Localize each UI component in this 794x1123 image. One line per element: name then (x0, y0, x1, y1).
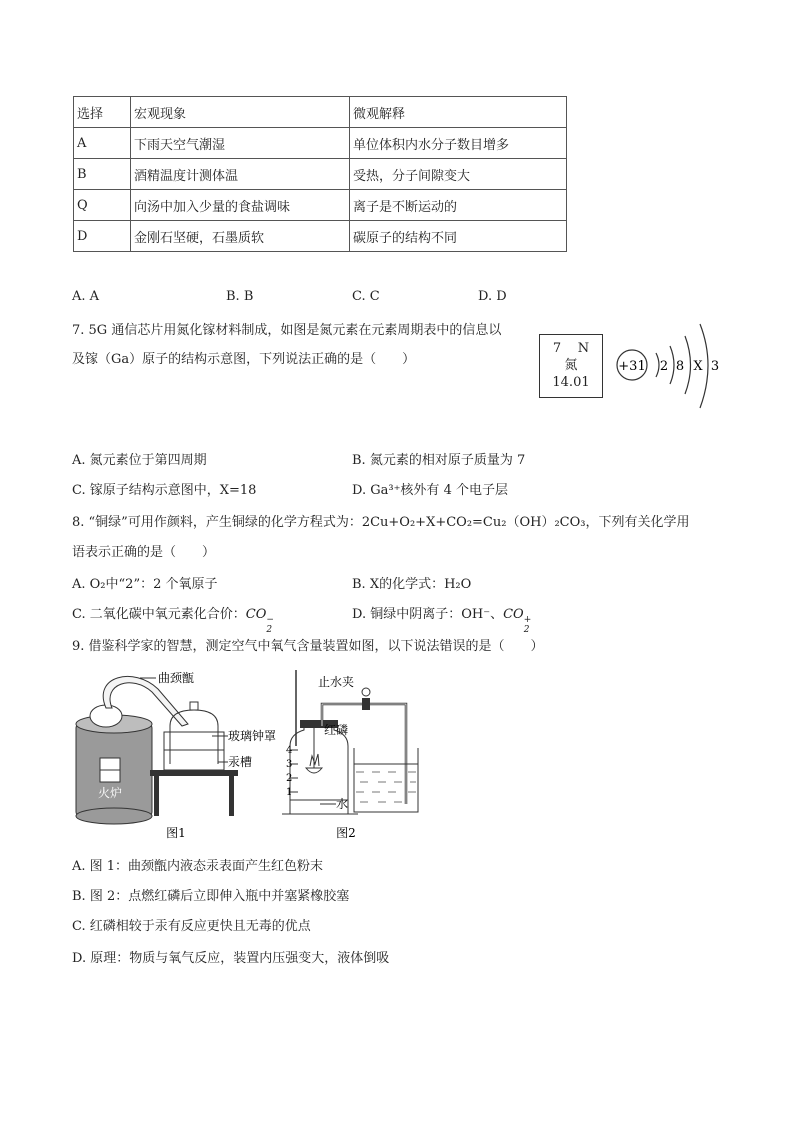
q8-stem-line1: 8. “铜绿”可用作颜料，产生铜绿的化学方程式为：2Cu+O₂+X+CO₂=Cu₂（OH）₂CO₃，下列有关化学用 (72, 515, 690, 530)
shell-arc (656, 353, 659, 377)
q6-option-a[interactable]: A. A (72, 289, 100, 304)
q7-stem-line2: 及镓（Ga）原子的结构示意图，下列说法正确的是（ ） (72, 352, 416, 367)
q9-option-a[interactable]: A. 图 1：曲颈甑内液态汞表面产生红色粉末 (72, 859, 324, 874)
bell-jar-knob (190, 702, 198, 710)
furnace-base (76, 808, 152, 824)
table-header-cell: 微观解释 (350, 97, 567, 128)
table-header-cell: 选择 (74, 97, 131, 128)
shell-electrons: 8 (675, 359, 685, 374)
table-top (150, 770, 238, 776)
q7-option-d[interactable]: D. Ga³⁺核外有 4 个电子层 (352, 483, 508, 498)
q7-option-b[interactable]: B. 氮元素的相对原子质量为 7 (352, 453, 526, 468)
table-cell: 受热，分子间隙变大 (350, 159, 567, 190)
water-clamp (362, 698, 370, 710)
nucleus-charge: +31 (618, 359, 646, 374)
label-red-phosphorus: 红磷 (324, 723, 349, 737)
q8-option-a[interactable]: A. O₂中“2”：2 个氧原子 (72, 577, 218, 592)
table-leg (154, 776, 159, 816)
formula-co2: CO − 2 (245, 607, 274, 635)
element-atomic-number: 7 (552, 341, 562, 356)
scale-mark: 2 (286, 773, 293, 784)
shell-arc (670, 346, 674, 384)
label-water-clamp: 止水夹 (318, 675, 355, 689)
q8-stem-line2: 语表示正确的是（ ） (72, 545, 216, 560)
element-card-nitrogen (539, 334, 603, 398)
table-leg (229, 776, 234, 816)
q8-option-b[interactable]: B. X的化学式：H₂O (352, 577, 472, 592)
table-header-cell: 宏观现象 (131, 97, 350, 128)
table-cell: 金刚石坚硬，石墨质软 (131, 221, 350, 252)
element-name: 氮 (564, 358, 578, 373)
label-water: 水 (336, 797, 349, 811)
q9-option-d[interactable]: D. 原理：物质与氧气反应，装置内压强变大，液体倒吸 (72, 951, 390, 966)
table-cell: 离子是不断运动的 (350, 190, 567, 221)
element-symbol: N (577, 341, 590, 356)
scale-mark: 4 (286, 745, 293, 756)
figure-1-caption: 图1 (166, 826, 186, 840)
table-row (74, 159, 567, 190)
formula-co2: CO + 2 (503, 607, 532, 635)
table-cell: B (74, 159, 131, 190)
figure-2-caption: 图2 (336, 826, 356, 840)
scale-mark: 1 (286, 787, 293, 798)
beaker (354, 748, 418, 812)
gallium-atom-diagram (612, 318, 724, 413)
table-row (74, 190, 567, 221)
table-cell: Q (74, 190, 131, 221)
table-cell: 碳原子的结构不同 (350, 221, 567, 252)
q8-option-c-text: C. 二氧化碳中氧元素化合价： (72, 607, 246, 622)
q9-option-b[interactable]: B. 图 2：点燃红磷后立即伸入瓶中并塞紧橡胶塞 (72, 889, 350, 904)
table-row (74, 128, 567, 159)
scale-mark: 3 (286, 759, 293, 770)
table-cell: 向汤中加入少量的食盐调味 (131, 190, 350, 221)
q7-stem-line1: 7. 5G 通信芯片用氮化镓材料制成，如图是氮元素在元素周期表中的信息以 (72, 323, 502, 338)
q9-option-c[interactable]: C. 红磷相较于汞有反应更快且无毒的优点 (72, 919, 311, 934)
table-header-row (74, 97, 567, 128)
q6-table (73, 96, 567, 252)
q8-option-d-text: D. 铜绿中阴离子：OH⁻、 (352, 607, 504, 622)
q7-option-c[interactable]: C. 镓原子结构示意图中，X=18 (72, 483, 257, 498)
table-cell: A (74, 128, 131, 159)
shell-electrons: 2 (659, 359, 669, 374)
q6-option-c[interactable]: C. C (352, 289, 380, 304)
mercury-trough (164, 732, 224, 770)
label-bell-jar: 玻璃钟罩 (228, 729, 277, 743)
q6-option-d[interactable]: D. D (478, 289, 507, 304)
clamp-handle (362, 688, 370, 696)
table-cell: D (74, 221, 131, 252)
element-mass: 14.01 (552, 375, 590, 390)
figure-2-phosphorus-apparatus (278, 664, 428, 844)
q6-option-b[interactable]: B. B (226, 289, 254, 304)
table-cell: 单位体积内水分子数目增多 (350, 128, 567, 159)
furnace-label: 火炉 (97, 786, 123, 800)
table-cell: 酒精温度计测体温 (131, 159, 350, 190)
table-row (74, 221, 567, 252)
table-cell: 下雨天空气潮湿 (131, 128, 350, 159)
q9-stem: 9. 借鉴科学家的智慧，测定空气中氧气含量装置如图，以下说法错误的是（ ） (72, 639, 544, 654)
shell-arc (685, 336, 691, 394)
label-retort: 曲颈甑 (158, 671, 195, 685)
shell-electrons: X (693, 359, 703, 374)
label-mercury-trough: 汞槽 (228, 755, 253, 769)
figure-1-lavoisier-apparatus (72, 664, 292, 844)
q8-option-c[interactable] (72, 606, 274, 635)
q7-option-a[interactable]: A. 氮元素位于第四周期 (72, 453, 207, 468)
q8-option-d[interactable] (352, 606, 532, 635)
shell-electrons: 3 (710, 359, 720, 374)
